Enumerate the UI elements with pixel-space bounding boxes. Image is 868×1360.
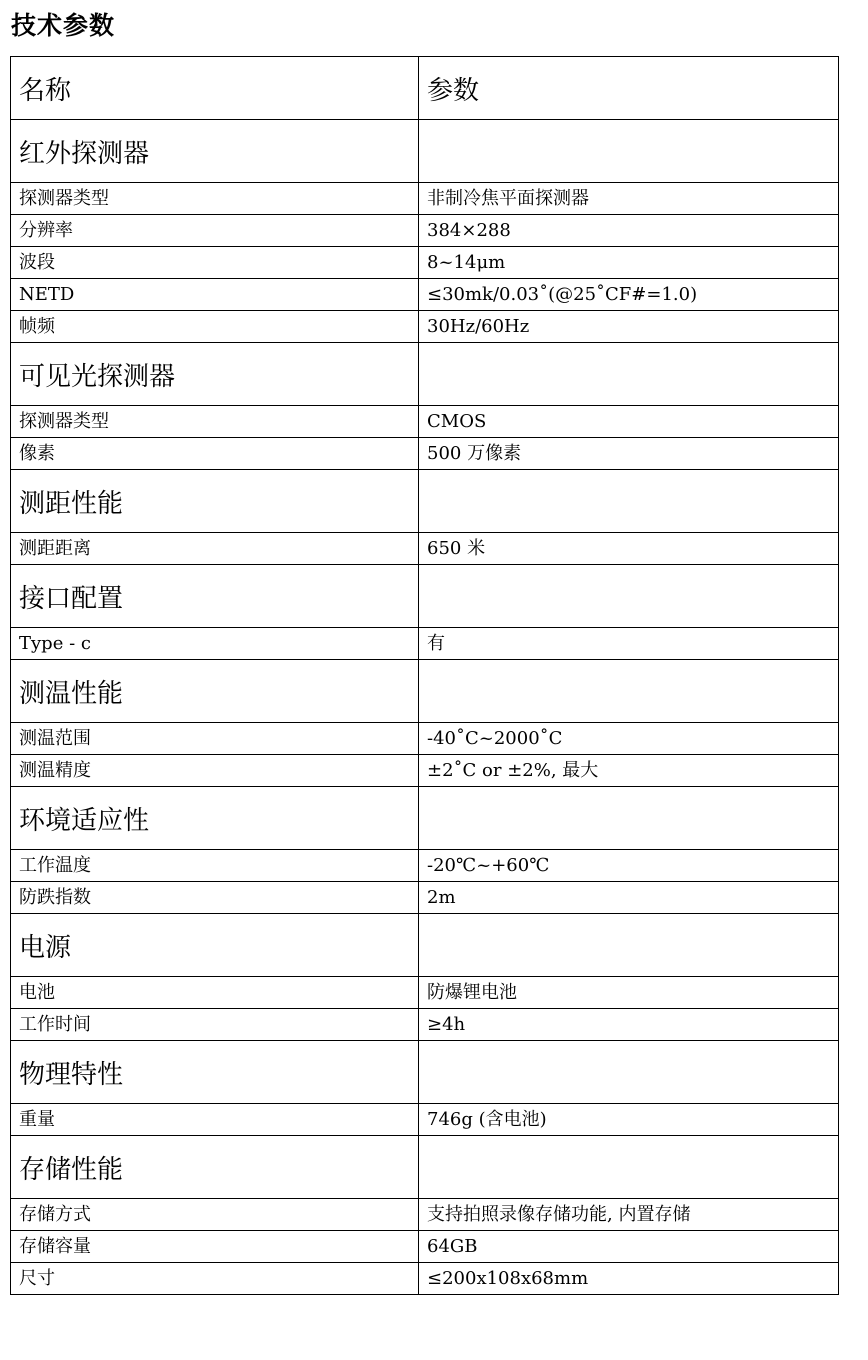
param-value-cell: 非制冷焦平面探测器 xyxy=(419,183,839,215)
param-value-cell: 有 xyxy=(419,628,839,660)
param-value-cell: 64GB xyxy=(419,1231,839,1263)
param-name-cell: 测距距离 xyxy=(11,533,419,565)
section-row xyxy=(11,660,839,723)
table-header-row xyxy=(11,57,839,120)
table-row xyxy=(11,215,839,247)
param-name-cell: 探测器类型 xyxy=(11,406,419,438)
param-name-cell: 测温精度 xyxy=(11,755,419,787)
param-value-cell: 支持拍照录像存储功能, 内置存储 xyxy=(419,1199,839,1231)
spec-table-body xyxy=(11,57,839,1295)
param-name-cell: 存储方式 xyxy=(11,1199,419,1231)
section-row xyxy=(11,787,839,850)
section-empty-cell xyxy=(419,470,839,533)
table-row xyxy=(11,406,839,438)
param-name-cell: 分辨率 xyxy=(11,215,419,247)
table-row xyxy=(11,1263,839,1295)
section-empty-cell xyxy=(419,1136,839,1199)
page-title: 技术参数 xyxy=(11,11,116,40)
param-value-cell: 30Hz/60Hz xyxy=(419,311,839,343)
header-value-cell: 参数 xyxy=(419,57,839,120)
param-value-cell: CMOS xyxy=(419,406,839,438)
section-empty-cell xyxy=(419,343,839,406)
param-value-cell: 650 米 xyxy=(419,533,839,565)
table-row xyxy=(11,850,839,882)
param-value-cell: 2m xyxy=(419,882,839,914)
section-empty-cell xyxy=(419,1041,839,1104)
param-value-cell: ≤30mk/0.03˚(@25˚CF#=1.0) xyxy=(419,279,839,311)
param-name-cell: 电池 xyxy=(11,977,419,1009)
section-row xyxy=(11,565,839,628)
param-name-cell: NETD xyxy=(11,279,419,311)
section-row xyxy=(11,914,839,977)
table-row xyxy=(11,533,839,565)
table-row xyxy=(11,247,839,279)
table-row xyxy=(11,755,839,787)
param-value-cell: -40˚C~2000˚C xyxy=(419,723,839,755)
param-value-cell: ≥4h xyxy=(419,1009,839,1041)
section-empty-cell xyxy=(419,660,839,723)
param-value-cell: 500 万像素 xyxy=(419,438,839,470)
spec-table xyxy=(10,56,839,1295)
param-value-cell: 8~14μm xyxy=(419,247,839,279)
table-row xyxy=(11,977,839,1009)
table-row xyxy=(11,1104,839,1136)
table-row xyxy=(11,438,839,470)
section-title-cell: 接口配置 xyxy=(11,565,419,628)
param-value-cell: 384×288 xyxy=(419,215,839,247)
param-value-cell: ≤200x108x68mm xyxy=(419,1263,839,1295)
section-title-cell: 测温性能 xyxy=(11,660,419,723)
section-title-cell: 可见光探测器 xyxy=(11,343,419,406)
section-empty-cell xyxy=(419,914,839,977)
section-row xyxy=(11,343,839,406)
table-row xyxy=(11,628,839,660)
param-name-cell: 探测器类型 xyxy=(11,183,419,215)
table-row xyxy=(11,311,839,343)
param-name-cell: 防跌指数 xyxy=(11,882,419,914)
table-row xyxy=(11,183,839,215)
section-title-cell: 物理特性 xyxy=(11,1041,419,1104)
section-row xyxy=(11,1041,839,1104)
param-name-cell: 尺寸 xyxy=(11,1263,419,1295)
param-value-cell: 746g (含电池) xyxy=(419,1104,839,1136)
section-row xyxy=(11,120,839,183)
section-title-cell: 电源 xyxy=(11,914,419,977)
section-title-cell: 存储性能 xyxy=(11,1136,419,1199)
param-name-cell: 帧频 xyxy=(11,311,419,343)
section-title-cell: 环境适应性 xyxy=(11,787,419,850)
param-value-cell: -20℃~+60℃ xyxy=(419,850,839,882)
section-title-cell: 红外探测器 xyxy=(11,120,419,183)
param-value-cell: ±2˚C or ±2%, 最大 xyxy=(419,755,839,787)
param-name-cell: 测温范围 xyxy=(11,723,419,755)
param-name-cell: 工作时间 xyxy=(11,1009,419,1041)
header-name-cell: 名称 xyxy=(11,57,419,120)
table-row xyxy=(11,279,839,311)
param-name-cell: Type - c xyxy=(11,628,419,660)
section-row xyxy=(11,1136,839,1199)
table-row xyxy=(11,1009,839,1041)
section-empty-cell xyxy=(419,565,839,628)
section-empty-cell xyxy=(419,120,839,183)
param-name-cell: 工作温度 xyxy=(11,850,419,882)
param-name-cell: 存储容量 xyxy=(11,1231,419,1263)
table-row xyxy=(11,1199,839,1231)
table-row xyxy=(11,882,839,914)
table-row xyxy=(11,723,839,755)
param-name-cell: 重量 xyxy=(11,1104,419,1136)
table-row xyxy=(11,1231,839,1263)
section-title-cell: 测距性能 xyxy=(11,470,419,533)
section-empty-cell xyxy=(419,787,839,850)
param-name-cell: 波段 xyxy=(11,247,419,279)
param-name-cell: 像素 xyxy=(11,438,419,470)
param-value-cell: 防爆锂电池 xyxy=(419,977,839,1009)
section-row xyxy=(11,470,839,533)
